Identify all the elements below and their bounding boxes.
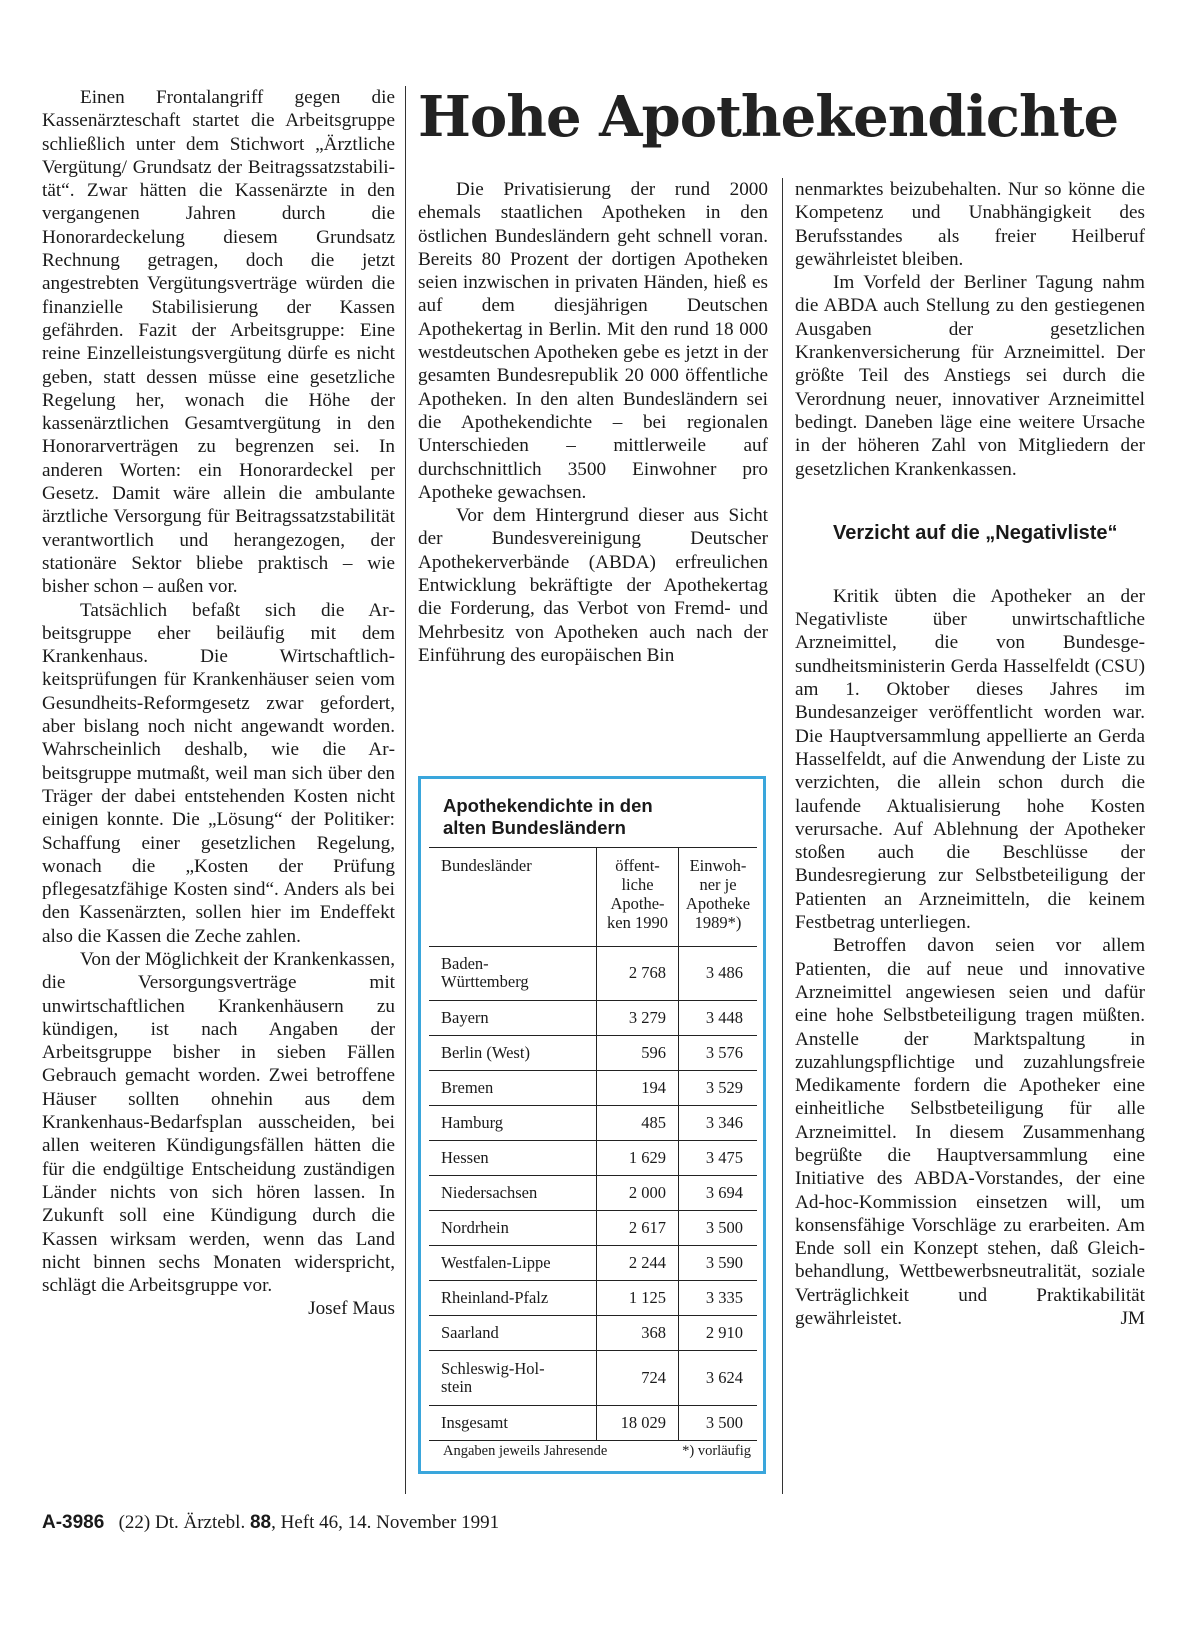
column-divider-right (782, 178, 783, 1494)
left-article-column (42, 86, 395, 1321)
table-row (429, 1175, 757, 1211)
cell-apotheken (596, 1140, 678, 1175)
table-row (429, 1105, 757, 1141)
cell-apotheken-text: 368 (641, 1322, 666, 1342)
table-title (421, 779, 763, 843)
cell-land (429, 1070, 596, 1105)
right-signature: JM (1120, 1308, 1145, 1330)
cell-land-text: Insgesamt (441, 1412, 508, 1432)
table-row (429, 1280, 757, 1316)
cell-einwohner (678, 1140, 757, 1175)
cell-apotheken (596, 1175, 678, 1210)
cell-land-text: Westfalen-Lippe (441, 1252, 551, 1272)
cell-land-text: Rheinland-Pfalz (441, 1287, 549, 1307)
cell-apotheken-text: 2 244 (628, 1252, 666, 1272)
middle-article-column (418, 178, 768, 667)
right-paragraph-4-text: Betroffen davon seien vor allem Patienten, die auf neue und innovative Arzneimittel angewiesen seien und dafür eine hohe Selbstbeteiligung tragen müßten. Anstelle der Marktspaltung in zuzahlungspflichtige und zuzahlungsfreie Medikamente fordern die Apotheker eine einheitliche Selbstbeteiligung für alle Arzneimittel. In diesem Zusammenhang begrüßte die Hauptversammlung eine Initiative des ABDA-Vorstandes, der eine Ad-hoc-Kommission einsetzen will, um konsensfähige Vorschläge zu erarbeiten. Am Ende soll ein Konzept stehen, daß Gleichbehandlung, Wettbewerbsneutralität, soziale Verträglichkeit und Praktikabilität gewährleistet. (795, 935, 1145, 1330)
section-subheading: Verzicht auf die „Negativliste“ (833, 521, 1118, 544)
cell-einwohner-text: 3 624 (705, 1367, 743, 1387)
citation-prefix: (22) Dt. Ärztebl. (118, 1512, 246, 1533)
citation-volume: 88 (249, 1512, 272, 1533)
cell-apotheken (596, 1350, 678, 1405)
cell-land (429, 1350, 596, 1405)
cell-land-text: Nordrhein (441, 1217, 509, 1237)
cell-land (429, 1210, 596, 1245)
cell-land-text: Schleswig-Hol- stein (441, 1358, 545, 1396)
cell-apotheken-text: 1 125 (628, 1287, 666, 1307)
page-footer (42, 1512, 499, 1534)
cell-land-text: Hamburg (441, 1112, 504, 1132)
right-article-column (795, 178, 1145, 1330)
cell-apotheken (596, 1405, 678, 1440)
cell-apotheken (596, 1280, 678, 1315)
cell-einwohner (678, 1000, 757, 1035)
header-einwohner: Einwoh- ner je Apotheke 1989*) (678, 848, 757, 946)
cell-land (429, 1175, 596, 1210)
header-bundeslaender: Bundesländer (441, 856, 532, 875)
cell-apotheken (596, 1035, 678, 1070)
cell-apotheken-text: 596 (641, 1042, 666, 1062)
cell-land (429, 1105, 596, 1140)
cell-apotheken-text: 1 629 (628, 1147, 666, 1167)
left-paragraph-3-text: Von der Möglichkeit der Krankenkassen, die Versorgungsverträge mit unwirtschaftlichen Krankenhäusern zu kündigen, ist nach Angaben der Arbeitsgruppe bisher in sieben Fällen Gebrauch gemacht worden. Zwei betroffene Häuser sollten ohnehin aus dem Krankenhaus-Bedarfsplan ausscheiden, bei allen weiteren Kündigungsfällen hätten die für die endgültige Entscheidung zuständigen Länder nichts von sich hören lassen. In Zukunft soll eine Kündigung durch die Kassen wirksam werden, wenn das Land nicht binnen sechs Monaten widerspricht, schlägt die Arbeitsgruppe vor. (42, 948, 395, 1297)
middle-paragraph-1: Die Privatisierung der rund 2000 ehemals staatlichen Apotheken in den östlichen Bundesländern geht schnell voran. Bereits 80 Prozent der dortigen Apotheken seien inzwischen in privaten Händen, hieß es auf dem diesjährigen Deutschen Apothekertag in Berlin. Mit den rund 18 000 westdeutschen Apotheken gebe es jetzt in der gesamten Bundesrepublik 20 000 öffentliche Apotheken. In den alten Bundesländern sei die Apothekendichte – bei regionalen Unterschieden – mittlerweile auf durchschnittlich 3500 Einwohner pro Apotheke gewachsen. (418, 179, 768, 503)
cell-land (429, 1245, 596, 1280)
cell-land (429, 1280, 596, 1315)
cell-einwohner-text: 3 475 (705, 1147, 743, 1167)
cell-land (429, 1140, 596, 1175)
cell-einwohner (678, 1245, 757, 1280)
table-header-row (429, 847, 757, 947)
cell-apotheken (596, 1105, 678, 1140)
cell-einwohner (678, 1070, 757, 1105)
table-row (429, 1315, 757, 1351)
table-row (429, 1350, 757, 1406)
cell-einwohner (678, 1405, 757, 1440)
cell-apotheken-text: 2 617 (628, 1217, 666, 1237)
right-paragraph-4 (795, 934, 1145, 1330)
cell-einwohner-text: 3 346 (705, 1112, 743, 1132)
cell-apotheken (596, 1070, 678, 1105)
pharmacy-density-table (418, 776, 766, 1474)
table-footnote-right: *) vorläufig (682, 1443, 751, 1459)
cell-land (429, 1315, 596, 1350)
cell-einwohner (678, 945, 757, 1000)
table-title-line-2: alten Bundesländern (443, 817, 626, 838)
cell-land (429, 1000, 596, 1035)
left-paragraph-2: Tatsächlich befaßt sich die Arbeitsgruppe eher beiläufig mit dem Krankenhaus. Die Wirtschaftlichkeitsprüfungen für Krankenhäuser seien vom Gesundheits-Reformgesetz zwar gefordert, aber bislang noch nicht angewandt worden. Wahrscheinlich deshalb, wie die Arbeitsgruppe mutmaßt, weil man sich über den Träger der dabei entstehenden Kosten nicht einigen konnte. Die „Lösung“ der Politiker: Schaffung einer gesetzlichen Regelung, wonach die „Kosten der Prüfung pflegesatzfähige Kosten sind“. Anders als bei den Kassenärzten, sollen hier im Endeffekt also die Kassen die Zeche zahlen. (42, 599, 395, 947)
cell-land-text: Hessen (441, 1147, 489, 1167)
cell-land (429, 1405, 596, 1440)
cell-apotheken-text: 2 768 (628, 962, 666, 982)
cell-apotheken-text: 724 (641, 1367, 666, 1387)
cell-einwohner (678, 1035, 757, 1070)
left-paragraph-1: Einen Frontalangriff gegen die Kassenärzteschaft startet die Arbeitsgruppe schließlich unter dem Stichwort „Ärztliche Vergütung/ Grundsatz der Beitragssatzstabilität“. Zwar hätten die Kassenärzte in den vergangenen Jahren durch die Honorardeckelung diesem Grundsatz Rechnung getragen, doch die jetzt angestrebten Vergütungsverträge würden die finanzielle Stabilisierung der Kassen gefährden. Fazit der Arbeitsgruppe: Eine reine Einzelleistungsvergütung dürfe es nicht geben, statt dessen müsse eine gesetzliche Regelung her, wonach die Höhe der kassenärztlichen Gesamtvergütung in den Honorarverträgen zu begrenzen sei. In anderen Worten: ein Honorardeckel per Gesetz. Damit wäre allein die ambulante ärztliche Versorgung für Beitragssatzstabilität verantwortlich und herangezogen, der stationäre Sektor bliebe praktisch – wie bisher schon – außen vor. (42, 87, 395, 598)
cell-einwohner (678, 1350, 757, 1405)
cell-land-text: Niedersachsen (441, 1182, 538, 1202)
table-footnote (443, 1443, 751, 1460)
cell-apotheken-text: 18 029 (620, 1412, 666, 1432)
table-row (429, 1210, 757, 1246)
cell-apotheken (596, 1000, 678, 1035)
cell-einwohner-text: 3 576 (705, 1042, 743, 1062)
cell-einwohner (678, 1210, 757, 1245)
right-paragraph-3: Kritik übten die Apotheker an der Negativliste über unwirtschaftliche Arzneimittel, die von Bundesgesundheitsministerin Gerda Hasselfeldt (CSU) am 1. Oktober dieses Jahres im Bundesanzeiger veröffentlicht worden war. Die Hauptversammlung appellierte an Gerda Hasselfeldt, auf die Anwendung der Liste zu verzichten, die allein schon durch die laufende Aktualisierung hohe Kosten verursache. Auf Ablehnung der Apotheker stoßen auch die Beschlüsse der Bundesregierung zur Selbstbeteiligung der Patienten an Arzneimitteln, die keinem Festbetrag unterliegen. (795, 585, 1145, 934)
table-footnote-left: Angaben jeweils Jahresende (443, 1443, 608, 1459)
table-title-line-1: Apothekendichte in den (443, 795, 653, 816)
header-apotheken: öffent- liche Apothe- ken 1990 (596, 848, 678, 946)
article-headline: Hohe Apothekendichte (418, 84, 1119, 150)
table-row (429, 1000, 757, 1036)
table-row (429, 1245, 757, 1281)
cell-einwohner-text: 3 694 (705, 1182, 743, 1202)
cell-land-text: Bayern (441, 1007, 489, 1027)
cell-apotheken-text: 2 000 (628, 1182, 666, 1202)
table-row (429, 945, 757, 1001)
right-paragraph-1: nenmarktes beizubehalten. Nur so könne die Kompetenz und Unabhängigkeit des Berufsstandes als freier Heilberuf gewährleistet bleiben. (795, 179, 1145, 270)
cell-apotheken (596, 1315, 678, 1350)
cell-einwohner (678, 1280, 757, 1315)
cell-apotheken (596, 1210, 678, 1245)
cell-einwohner-text: 3 500 (705, 1412, 743, 1432)
page-number: A-3986 (42, 1512, 105, 1533)
cell-land (429, 1035, 596, 1070)
table-row (429, 1140, 757, 1176)
cell-apotheken-text: 485 (641, 1112, 666, 1132)
cell-einwohner (678, 1315, 757, 1350)
right-paragraph-2: Im Vorfeld der Berliner Tagung nahm die ABDA auch Stellung zu den gestiegenen Ausgaben der gesetzlichen Krankenversicherung für Arzneimittel. Der größte Teil des Anstiegs sei durch die Verordnung neuer, innovativer Arzneimittel bedingt. Daneben läge eine weitere Ursache in der höheren Zahl von Mitgliedern der gesetzlichen Krankenkassen. (795, 272, 1145, 480)
cell-einwohner-text: 3 590 (705, 1252, 743, 1272)
cell-apotheken-text: 194 (641, 1077, 666, 1097)
cell-apotheken (596, 1245, 678, 1280)
cell-land (429, 945, 596, 1000)
cell-einwohner-text: 2 910 (705, 1322, 743, 1342)
citation-suffix: , Heft 46, 14. November 1991 (271, 1512, 500, 1533)
table-row (429, 1070, 757, 1106)
cell-einwohner (678, 1175, 757, 1210)
cell-land-text: Baden- Württemberg (441, 953, 529, 991)
left-signature: Josef Maus (308, 1298, 395, 1320)
cell-land-text: Saarland (441, 1322, 499, 1342)
column-divider-left (405, 86, 406, 1494)
cell-einwohner (678, 1105, 757, 1140)
left-paragraph-3 (42, 948, 395, 1320)
cell-einwohner-text: 3 335 (705, 1287, 743, 1307)
cell-apotheken-text: 3 279 (628, 1007, 666, 1027)
cell-einwohner-text: 3 529 (705, 1077, 743, 1097)
table-row (429, 1035, 757, 1071)
cell-apotheken (596, 945, 678, 1000)
table-row (429, 1405, 757, 1441)
cell-land-text: Bremen (441, 1077, 494, 1097)
cell-einwohner-text: 3 486 (705, 962, 743, 982)
cell-einwohner-text: 3 500 (705, 1217, 743, 1237)
cell-einwohner-text: 3 448 (705, 1007, 743, 1027)
middle-paragraph-2: Vor dem Hintergrund dieser aus Sicht der Bundesvereinigung Deutscher Apothekerverbände (ABDA) erfreulichen Entwicklung bekräftigte der Apothekertag die Forderung, das Verbot von Fremd- und Mehrbesitz von Apotheken auch nach der Einführung des europäischen Bin (418, 505, 768, 666)
cell-land-text: Berlin (West) (441, 1042, 530, 1062)
